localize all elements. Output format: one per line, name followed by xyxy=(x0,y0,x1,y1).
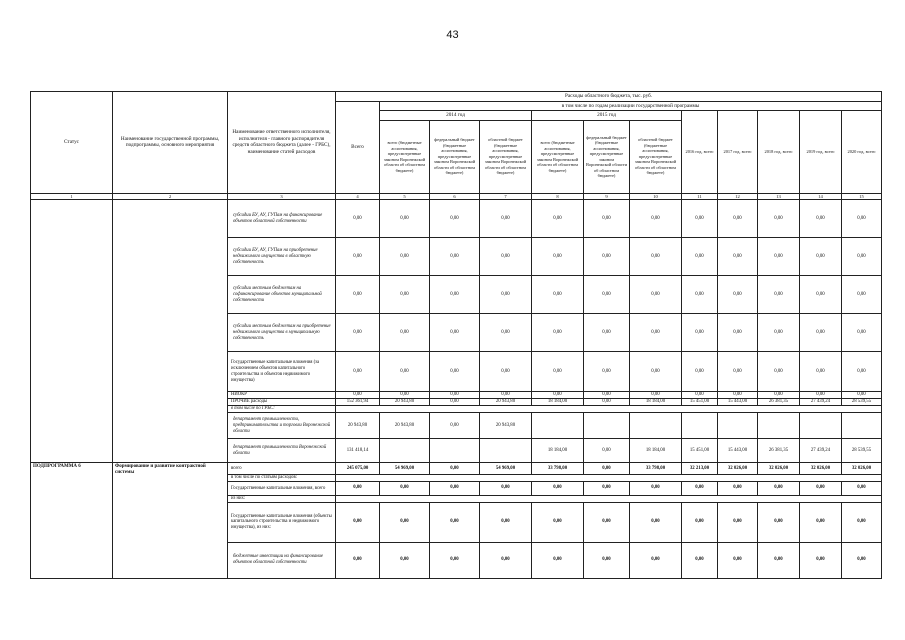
value-cell: 0,00 xyxy=(800,502,842,542)
value-cell: 0,00 xyxy=(718,200,758,238)
value-cell: 26 381,35 xyxy=(758,399,800,406)
value-cell: 0,00 xyxy=(800,200,842,238)
value-cell: 0,00 xyxy=(584,200,630,238)
header-c14: 2019 год, всего xyxy=(800,111,842,194)
value-cell: 0,00 xyxy=(336,200,380,238)
table-row xyxy=(31,200,882,238)
value-cell xyxy=(430,439,480,463)
row-label: Государственные капитальные вложения (объекты капитального строительства и недвижимого имущества), из них: xyxy=(228,502,336,542)
header-executor: Наименование ответственного исполнителя, исполнителя - главного распорядителя средств областного бюджета (далее - ГРБС), наименование статей расходов xyxy=(228,92,336,194)
value-cell: 152 361,94 xyxy=(336,399,380,406)
value-cell: 0,00 xyxy=(380,276,430,314)
value-cell: 0,00 xyxy=(480,392,532,399)
col-number: 11 xyxy=(682,193,718,200)
value-cell: 0,00 xyxy=(430,352,480,392)
value-cell: 0,00 xyxy=(480,481,532,495)
value-cell: 28 539,55 xyxy=(842,439,882,463)
value-cell: 0,00 xyxy=(630,542,682,578)
value-cell: 0,00 xyxy=(584,542,630,578)
value-cell: 0,00 xyxy=(758,352,800,392)
value-cell: 0,00 xyxy=(758,392,800,399)
header-row-1 xyxy=(31,92,882,102)
value-cell: 0,00 xyxy=(682,200,718,238)
value-cell: 15 443,00 xyxy=(718,439,758,463)
col-number: 7 xyxy=(480,193,532,200)
name-cell-empty xyxy=(113,200,228,463)
header-c7: областной бюджет (бюджетные ассигнования, предусмотренные законом Воронежской области об областном бюджете) xyxy=(480,120,532,193)
col-number: 4 xyxy=(336,193,380,200)
value-cell: 32 026,00 xyxy=(718,463,758,475)
value-cell: 26 381,35 xyxy=(758,439,800,463)
value-cell: 0,00 xyxy=(380,502,430,542)
value-cell: 27 439,24 xyxy=(800,399,842,406)
value-cell: 0,00 xyxy=(380,238,430,276)
row-label: всего xyxy=(228,463,336,475)
value-cell: 0,00 xyxy=(842,352,882,392)
col-number: 8 xyxy=(532,193,584,200)
header-name: Наименование государственной программы, подпрограммы, основного мероприятия xyxy=(113,92,228,194)
value-cell: 15 451,00 xyxy=(682,439,718,463)
value-cell: 0,00 xyxy=(758,276,800,314)
value-cell: 0,00 xyxy=(584,314,630,352)
header-status: Статус xyxy=(31,92,113,194)
header-c9: федеральный бюджет (бюджетные ассигнования, предусмотренные законом Воронежской области об областном бюджете) xyxy=(584,120,630,193)
value-cell: 0,00 xyxy=(532,502,584,542)
value-cell: 0,00 xyxy=(800,352,842,392)
value-cell: 0,00 xyxy=(430,481,480,495)
value-cell xyxy=(842,413,882,439)
header-c10: областной бюджет (бюджетные ассигнования, предусмотренные законом Воронежской области об областном бюджете) xyxy=(630,120,682,193)
header-c6: федеральный бюджет (бюджетные ассигнования, предусмотренные законом Воронежской области об областном бюджете) xyxy=(430,120,480,193)
value-cell: 0,00 xyxy=(380,392,430,399)
header-c15: 2020 год, всего xyxy=(842,111,882,194)
value-cell: 0,00 xyxy=(584,238,630,276)
empty-cells xyxy=(336,475,882,482)
value-cell: 0,00 xyxy=(532,276,584,314)
value-cell: 0,00 xyxy=(758,542,800,578)
value-cell: 0,00 xyxy=(532,352,584,392)
value-cell: 0,00 xyxy=(682,314,718,352)
value-cell: 0,00 xyxy=(336,502,380,542)
value-cell: 0,00 xyxy=(630,392,682,399)
value-cell: 0,00 xyxy=(430,399,480,406)
value-cell: 0,00 xyxy=(380,481,430,495)
row-label: Государственные капитальные вложения (за исключением объектов капитального строительства и объектов недвижимого имущества) xyxy=(228,352,336,392)
value-cell: 0,00 xyxy=(842,392,882,399)
value-cell: 245 075,00 xyxy=(336,463,380,475)
value-cell: 33 798,00 xyxy=(630,463,682,475)
value-cell: 0,00 xyxy=(718,392,758,399)
row-label: департамент промышленности Воронежской области xyxy=(228,439,336,463)
value-cell: 0,00 xyxy=(842,502,882,542)
value-cell: 0,00 xyxy=(630,276,682,314)
value-cell: 0,00 xyxy=(430,314,480,352)
value-cell: 0,00 xyxy=(336,314,380,352)
value-cell xyxy=(380,439,430,463)
value-cell: 0,00 xyxy=(758,314,800,352)
value-cell: 33 798,00 xyxy=(532,463,584,475)
value-cell: 32 026,00 xyxy=(842,463,882,475)
value-cell: 54 969,00 xyxy=(480,463,532,475)
row-label: департамент промышленности, предпринимательства и торговли Воронежской области xyxy=(228,413,336,439)
status-cell-empty xyxy=(31,200,113,463)
value-cell: 0,00 xyxy=(682,238,718,276)
value-cell: 32 026,00 xyxy=(758,463,800,475)
value-cell: 0,00 xyxy=(480,276,532,314)
value-cell: 0,00 xyxy=(718,481,758,495)
column-numbers-row xyxy=(31,193,882,200)
col-number: 15 xyxy=(842,193,882,200)
row-label: субсидии БУ, АУ, ГУПам на финансирование объектов областной собственности xyxy=(228,200,336,238)
col-number: 14 xyxy=(800,193,842,200)
value-cell: 0,00 xyxy=(336,392,380,399)
value-cell xyxy=(800,413,842,439)
value-cell: 0,00 xyxy=(842,314,882,352)
value-cell: 0,00 xyxy=(430,276,480,314)
value-cell: 0,00 xyxy=(682,481,718,495)
row-label: в том числе по статьям расходов: xyxy=(228,475,336,482)
col-number: 3 xyxy=(228,193,336,200)
value-cell: 0,00 xyxy=(380,542,430,578)
col-number: 1 xyxy=(31,193,113,200)
value-cell: 32 026,00 xyxy=(800,463,842,475)
empty-cells xyxy=(336,495,882,502)
value-cell: 0,00 xyxy=(758,200,800,238)
value-cell: 0,00 xyxy=(430,200,480,238)
value-cell: 0,00 xyxy=(584,352,630,392)
value-cell: 0,00 xyxy=(800,238,842,276)
value-cell: 0,00 xyxy=(584,502,630,542)
value-cell xyxy=(682,413,718,439)
header-c5: всего (бюджетные ассигнования, предусмотренные законом Воронежской области об областном бюджете) xyxy=(380,120,430,193)
value-cell: 0,00 xyxy=(336,238,380,276)
value-cell: 0,00 xyxy=(430,238,480,276)
value-cell: 0,00 xyxy=(480,238,532,276)
value-cell xyxy=(718,413,758,439)
header-2015: 2015 год xyxy=(532,111,682,121)
value-cell: 0,00 xyxy=(380,314,430,352)
value-cell: 20 943,80 xyxy=(480,399,532,406)
value-cell: 18 184,00 xyxy=(532,399,584,406)
header-c12: 2017 год, всего xyxy=(718,111,758,194)
budget-table-sheet xyxy=(30,91,881,579)
col-number: 2 xyxy=(113,193,228,200)
value-cell: 0,00 xyxy=(718,238,758,276)
value-cell: 0,00 xyxy=(682,502,718,542)
value-cell: 0,00 xyxy=(480,314,532,352)
value-cell: 0,00 xyxy=(430,463,480,475)
col-number: 12 xyxy=(718,193,758,200)
col-number: 6 xyxy=(430,193,480,200)
row-label: субсидии БУ, АУ, ГУПам на приобретение недвижимого имущества в областную собственность xyxy=(228,238,336,276)
value-cell: 0,00 xyxy=(336,542,380,578)
value-cell: 0,00 xyxy=(480,200,532,238)
value-cell xyxy=(480,439,532,463)
subprogram-status: ПОДПРОГРАММА 6 xyxy=(31,463,113,579)
value-cell: 0,00 xyxy=(584,276,630,314)
col-number: 9 xyxy=(584,193,630,200)
value-cell: 20 943,80 xyxy=(336,413,380,439)
value-cell: 0,00 xyxy=(718,314,758,352)
value-cell: 0,00 xyxy=(380,200,430,238)
header-total: Всего xyxy=(336,101,380,193)
value-cell: 0,00 xyxy=(682,392,718,399)
value-cell: 0,00 xyxy=(430,502,480,542)
value-cell: 0,00 xyxy=(532,481,584,495)
value-cell: 0,00 xyxy=(630,200,682,238)
value-cell: 0,00 xyxy=(718,352,758,392)
header-c8: всего (бюджетные ассигнования, предусмотренные законом Воронежской области об областном бюджете) xyxy=(532,120,584,193)
value-cell: 0,00 xyxy=(630,502,682,542)
value-cell: 0,00 xyxy=(584,463,630,475)
value-cell: 0,00 xyxy=(630,352,682,392)
subprogram-name: Формирование и развитие контрактной системы xyxy=(113,463,228,579)
value-cell: 0,00 xyxy=(584,392,630,399)
value-cell: 28 539,55 xyxy=(842,399,882,406)
header-c11: 2016 год, всего xyxy=(682,111,718,194)
value-cell: 0,00 xyxy=(758,502,800,542)
value-cell: 0,00 xyxy=(800,392,842,399)
value-cell: 0,00 xyxy=(336,481,380,495)
value-cell: 0,00 xyxy=(718,542,758,578)
row-label: бюджетные инвестиции на финансирование объектов областной собственности xyxy=(228,542,336,578)
value-cell: 0,00 xyxy=(842,481,882,495)
value-cell: 0,00 xyxy=(630,314,682,352)
value-cell: 18 184,00 xyxy=(630,439,682,463)
value-cell: 0,00 xyxy=(800,481,842,495)
row-label: ПРОЧИЕ расходы xyxy=(228,399,336,406)
value-cell: 0,00 xyxy=(842,238,882,276)
value-cell: 0,00 xyxy=(718,276,758,314)
value-cell: 0,00 xyxy=(842,276,882,314)
value-cell: 0,00 xyxy=(682,352,718,392)
value-cell: 27 439,24 xyxy=(800,439,842,463)
row-label: НИОКР xyxy=(228,392,336,399)
value-cell: 0,00 xyxy=(480,352,532,392)
value-cell: 15 443,00 xyxy=(718,399,758,406)
table-row-subprogram-total xyxy=(31,463,882,475)
value-cell xyxy=(758,413,800,439)
value-cell: 0,00 xyxy=(682,276,718,314)
value-cell: 0,00 xyxy=(800,314,842,352)
value-cell: 0,00 xyxy=(532,314,584,352)
row-label: субсидии местным бюджетам на софинансирование объектов муниципальной собственности xyxy=(228,276,336,314)
value-cell: 0,00 xyxy=(532,542,584,578)
value-cell: 0,00 xyxy=(630,481,682,495)
value-cell: 0,00 xyxy=(682,542,718,578)
value-cell: 0,00 xyxy=(380,352,430,392)
value-cell: 32 213,00 xyxy=(682,463,718,475)
value-cell: 0,00 xyxy=(718,502,758,542)
value-cell: 18 184,00 xyxy=(630,399,682,406)
value-cell: 0,00 xyxy=(584,481,630,495)
value-cell: 0,00 xyxy=(532,238,584,276)
row-label: Государственные капитальные вложения, всего xyxy=(228,481,336,495)
value-cell: 18 184,00 xyxy=(532,439,584,463)
header-expenses: Расходы областного бюджета, тыс. руб. xyxy=(336,92,882,102)
value-cell: 0,00 xyxy=(336,352,380,392)
value-cell: 0,00 xyxy=(758,238,800,276)
value-cell: 20 943,80 xyxy=(480,413,532,439)
value-cell xyxy=(630,413,682,439)
value-cell: 20 943,80 xyxy=(380,413,430,439)
value-cell: 0,00 xyxy=(480,502,532,542)
value-cell: 0,00 xyxy=(800,542,842,578)
value-cell: 0,00 xyxy=(430,413,480,439)
value-cell xyxy=(532,413,584,439)
value-cell: 0,00 xyxy=(430,392,480,399)
header-by-years: в том числе по годам реализации государственной программы xyxy=(380,101,882,111)
row-label: субсидии местным бюджетам на приобретение недвижимого имущества в муниципальную собственность xyxy=(228,314,336,352)
header-c13: 2018 год, всего xyxy=(758,111,800,194)
page-number: 43 xyxy=(446,29,459,41)
value-cell: 0,00 xyxy=(842,542,882,578)
value-cell: 0,00 xyxy=(480,542,532,578)
value-cell: 0,00 xyxy=(532,392,584,399)
col-number: 10 xyxy=(630,193,682,200)
value-cell: 131 418,14 xyxy=(336,439,380,463)
col-number: 13 xyxy=(758,193,800,200)
value-cell xyxy=(584,413,630,439)
value-cell: 54 969,00 xyxy=(380,463,430,475)
value-cell: 0,00 xyxy=(800,276,842,314)
row-label: из них: xyxy=(228,495,336,502)
value-cell: 0,00 xyxy=(584,439,630,463)
value-cell: 0,00 xyxy=(842,200,882,238)
value-cell: 0,00 xyxy=(430,542,480,578)
row-label: в том числе по ГРБС: xyxy=(228,406,336,413)
value-cell: 20 943,80 xyxy=(380,399,430,406)
budget-table xyxy=(30,91,882,579)
value-cell: 0,00 xyxy=(532,200,584,238)
value-cell: 0,00 xyxy=(584,399,630,406)
value-cell: 0,00 xyxy=(758,481,800,495)
col-number: 5 xyxy=(380,193,430,200)
empty-cells xyxy=(336,406,882,413)
value-cell: 0,00 xyxy=(630,238,682,276)
value-cell: 0,00 xyxy=(336,276,380,314)
header-2014: 2014 год xyxy=(380,111,532,121)
value-cell: 15 451,00 xyxy=(682,399,718,406)
